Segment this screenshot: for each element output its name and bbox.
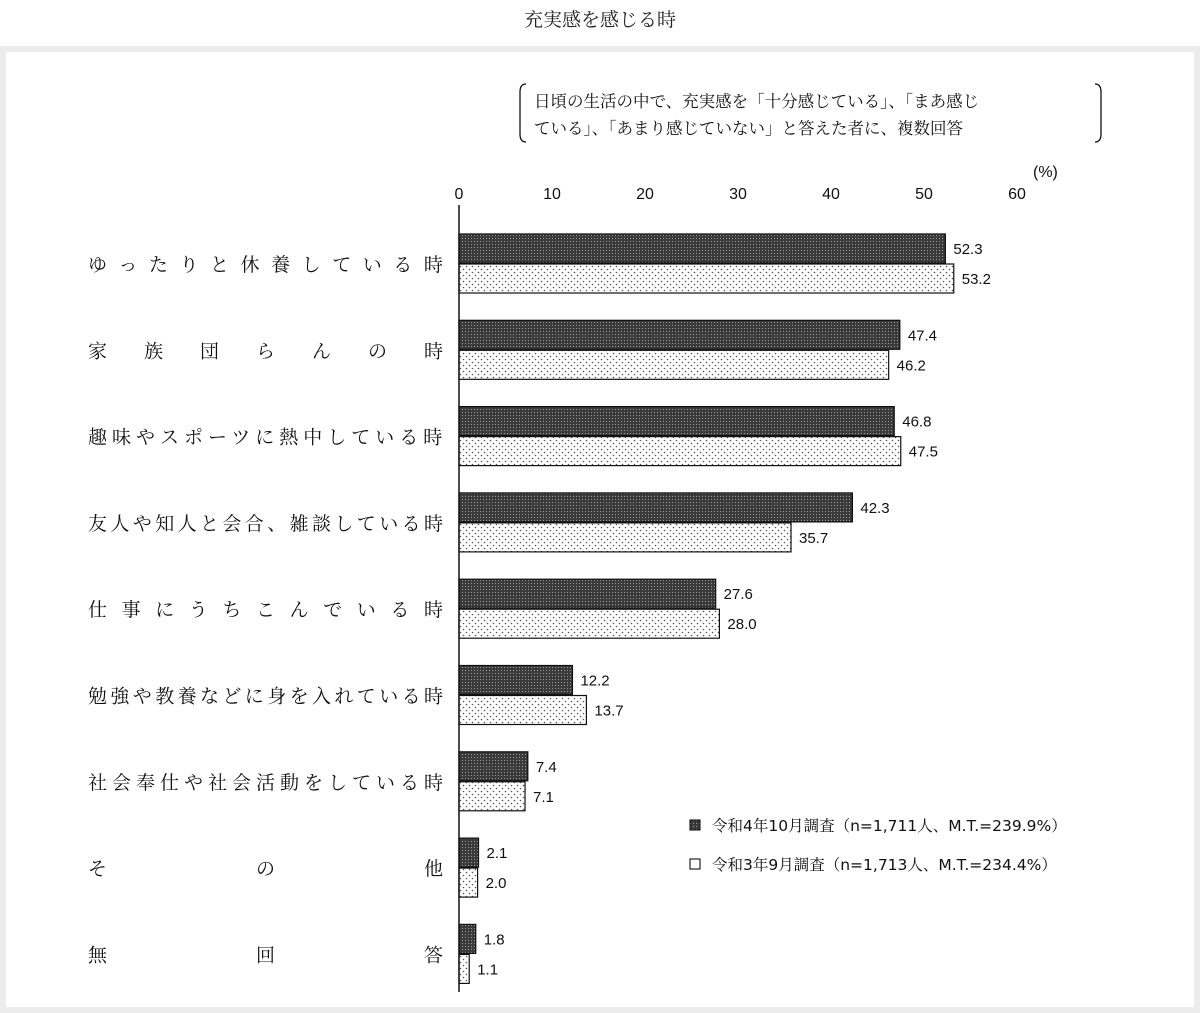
category-label: 友人や知人と会合、雑談している時 <box>88 512 447 535</box>
page-title: 充実感を感じる時 <box>523 9 676 31</box>
data-label-r4: 1.8 <box>483 931 505 949</box>
note-bracket-right <box>1095 84 1101 142</box>
data-label-r3: 46.2 <box>896 357 926 375</box>
category-label: 無回答 <box>88 944 593 967</box>
x-tick-label: 50 <box>915 186 933 203</box>
bar-r3 <box>459 523 791 552</box>
x-tick-label: 40 <box>822 186 840 203</box>
bar-r3 <box>459 696 586 725</box>
bar-r3 <box>459 264 954 293</box>
data-label-r4: 7.4 <box>535 758 557 776</box>
x-tick-label: 10 <box>543 186 561 203</box>
bar-r3 <box>459 609 719 638</box>
bar-chart <box>6 52 1194 1007</box>
chart-panel <box>6 52 1194 1007</box>
x-tick-label: 30 <box>729 186 747 203</box>
legend-swatch-r4 <box>690 820 700 830</box>
data-label-r4: 47.4 <box>907 327 938 345</box>
bar-r4 <box>459 752 528 781</box>
data-label-r3: 2.0 <box>485 875 507 893</box>
data-label-r3: 35.7 <box>799 529 829 547</box>
category-label: 仕事にうちこんでいる時 <box>88 599 458 622</box>
note-line: ている」、「あまり感じていない」と答えた者に、複数回答 <box>534 119 963 138</box>
x-tick-label: 20 <box>636 186 654 203</box>
category-label: その他 <box>88 858 593 881</box>
legend-swatch-r3 <box>690 859 700 869</box>
data-label-r4: 42.3 <box>860 499 890 517</box>
category-label: 勉強や教養などに身を入れている時 <box>88 685 447 708</box>
x-tick-label: 0 <box>454 186 464 203</box>
data-label-r4: 52.3 <box>953 241 983 258</box>
bar-r3 <box>459 350 889 379</box>
data-label-r3: 47.5 <box>908 443 938 461</box>
category-label: ゆったりと休養している時 <box>88 254 455 276</box>
x-tick-label: 60 <box>1008 186 1026 203</box>
data-label-r3: 13.7 <box>594 702 624 720</box>
data-label-r3: 53.2 <box>961 271 991 288</box>
category-label: 家族団らんの時 <box>88 340 481 363</box>
category-label: 社会奉仕や社会活動をしている時 <box>88 771 449 794</box>
data-label-r3: 1.1 <box>477 961 499 979</box>
unit-label: (%) <box>1033 164 1058 181</box>
legend-label: 令和4年10月調査（n=1,711人、M.T.=239.9%） <box>712 817 1067 835</box>
note-bracket-left <box>520 84 526 142</box>
legend-label: 令和3年9月調査（n=1,713人、M.T.=234.4%） <box>712 856 1057 874</box>
data-label-r4: 27.6 <box>723 586 753 604</box>
data-label-r3: 7.1 <box>533 788 554 806</box>
bar-r4 <box>459 234 945 263</box>
data-label-r4: 12.2 <box>580 672 610 690</box>
bar-r4 <box>459 320 900 349</box>
bar-r4 <box>459 407 894 436</box>
bar-r4 <box>459 493 852 522</box>
bar-r3 <box>459 437 901 466</box>
bar-r3 <box>459 782 525 811</box>
data-label-r4: 2.1 <box>486 845 508 863</box>
data-label-r4: 46.8 <box>902 413 932 431</box>
data-label-r3: 28.0 <box>727 616 757 634</box>
category-label: 趣味やスポーツに熱中している時 <box>88 426 448 449</box>
bar-r4 <box>459 666 572 695</box>
note-line: 日頃の生活の中で、充実感を「十分感じている」、「まあ感じ <box>534 92 980 111</box>
bar-r4 <box>459 579 716 608</box>
